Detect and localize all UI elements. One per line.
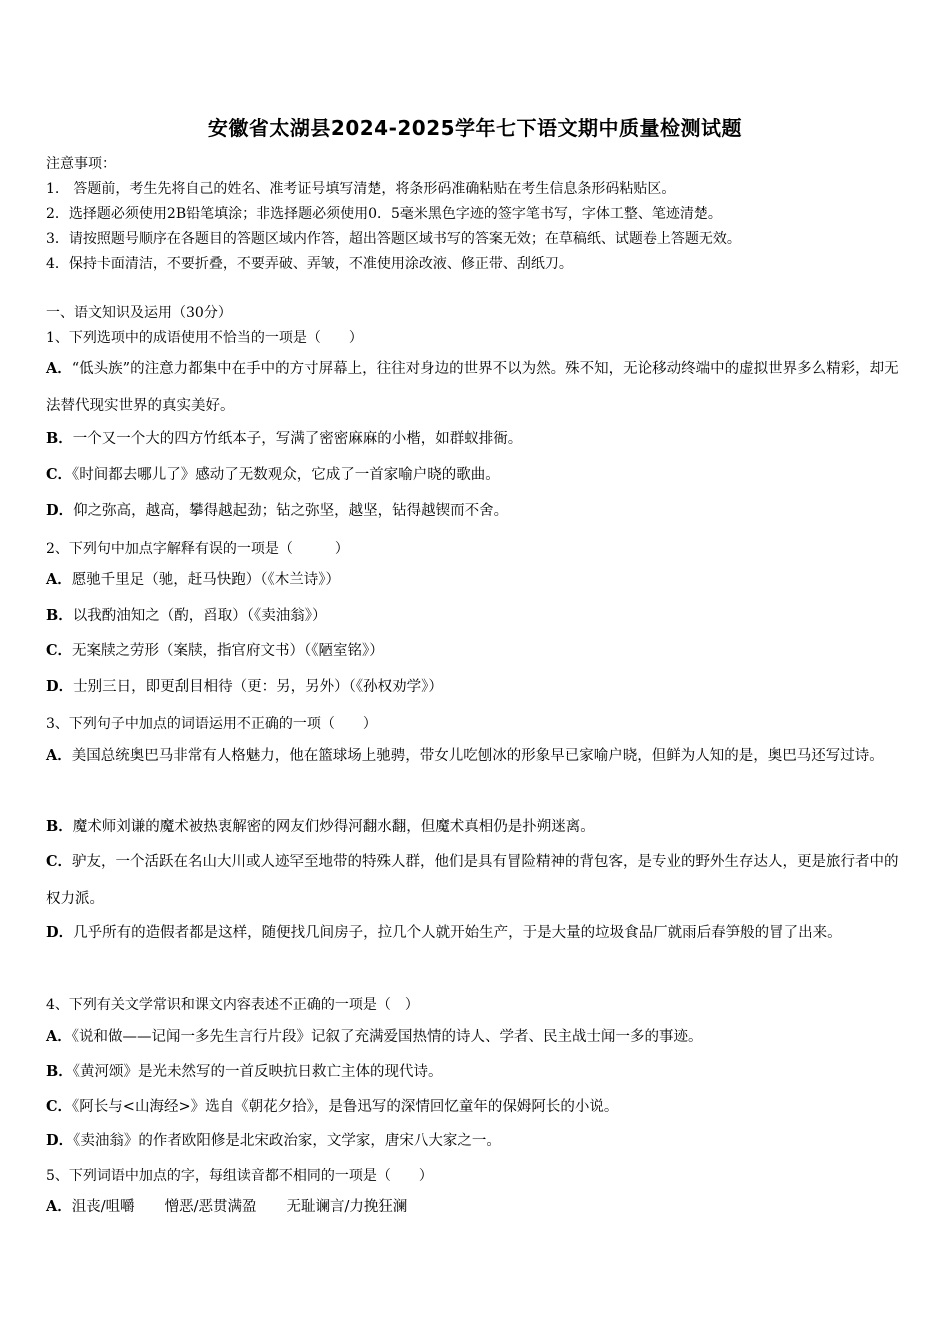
section-heading: 一、语文知识及运用（30分）	[46, 305, 232, 321]
notice-heading: 注意事项：	[46, 156, 116, 172]
question-option	[46, 914, 902, 952]
option-part: 沮丧/咀嚼	[71, 1199, 135, 1215]
question-option	[46, 843, 902, 918]
option-text: 美国总统奥巴马非常有人格魅力，他在篮球场上驰骋，带女儿吃刨冰的形象早已家喻户晓，但鲜为人知的是，奥巴马还写过诗。	[71, 748, 884, 764]
option-label: D．	[46, 678, 74, 695]
option-text: 驴友，一个活跃在名山大川或人迹罕至地带的特殊人群，他们是具有冒险精神的背包客，是专业的野外生存达人，更是旅行者中的权力派。	[46, 854, 899, 907]
question-stem: 4、下列有关文学常识和课文内容表述不正确的一项是（ ）	[46, 997, 419, 1013]
option-text: 无案牍之劳形（案牍，指官府文书）（《陋室铭》）	[72, 643, 384, 659]
option-label: C．	[46, 1098, 73, 1115]
option-text: 以我酌油知之（酌，舀取）（《卖油翁》）	[72, 608, 327, 624]
option-part: 憎恶/恶贯满盈	[164, 1199, 257, 1215]
option-label: C．	[46, 466, 73, 483]
option-text: “低头族”的注意力都集中在手中的方寸屏幕上，往往对身边的世界不以为然。殊不知，无论移动终端中的虚拟世界多么精彩，却无法替代现实世界的真实美好。	[46, 361, 899, 414]
option-text: 《阿长与<山海经>》选自《朝花夕拾》，是鲁迅写的深情回忆童年的保姆阿长的小说。	[72, 1099, 619, 1115]
option-label: A．	[46, 1198, 72, 1215]
option-label: D．	[46, 924, 74, 941]
notice-item: 1. 答题前，考生先将自己的姓名、准考证号填写清楚，将条形码准确粘贴在考生信息条形码粘贴区。	[46, 181, 676, 197]
question-option	[46, 632, 902, 670]
notice-item: 4．保持卡面清洁，不要折叠，不要弄破、弄皱，不准使用涂改液、修正带、刮纸刀。	[46, 256, 573, 272]
question-stem: 5、下列词语中加点的字，每组读音都不相同的一项是（ ）	[46, 1168, 433, 1184]
option-text: 一个又一个大的四方竹纸本子，写满了密密麻麻的小楷，如群蚁排衙。	[72, 431, 523, 447]
question-option	[46, 597, 902, 635]
option-text: 愿驰千里足（驰，赶马快跑）（《木兰诗》）	[71, 572, 341, 588]
question-option	[46, 1088, 902, 1126]
notice-item: 3．请按照题号顺序在各题目的答题区域内作答，超出答题区域书写的答案无效；在草稿纸、试题卷上答题无效。	[46, 231, 741, 247]
option-label: B．	[46, 818, 73, 835]
option-text: 《卖油翁》的作者欧阳修是北宋政治家，文学家，唐宋八大家之一。	[73, 1133, 501, 1149]
question-option	[46, 561, 902, 599]
question-option	[46, 350, 902, 425]
option-label: B．	[46, 607, 73, 624]
option-label: D．	[46, 502, 74, 519]
option-label: A．	[46, 747, 72, 764]
question-option	[46, 808, 902, 846]
option-label: A．	[46, 360, 72, 377]
option-text: 《说和做——记闻一多先生言行片段》记叙了充满爱国热情的诗人、学者、民主战士闻一多的事迹。	[71, 1029, 703, 1045]
option-text: 几乎所有的造假者都是这样，随便找几间房子，拉几个人就开始生产，于是大量的垃圾食品厂就雨后春笋般的冒了出来。	[73, 925, 842, 941]
option-label: C．	[46, 853, 73, 870]
question-stem: 1、下列选项中的成语使用不恰当的一项是（ ）	[46, 330, 363, 346]
option-label: D．	[46, 1132, 74, 1149]
option-label: A．	[46, 1028, 72, 1045]
option-text: 士别三日，即更刮目相待（更：另，另外）（《孙权劝学》）	[73, 679, 443, 695]
question-option	[46, 1018, 902, 1056]
question-option	[46, 456, 902, 494]
notice-item: 2．选择题必须使用2B铅笔填涂；非选择题必须使用0．5毫米黑色字迹的签字笔书写，字体工整、笔迹清楚。	[46, 206, 722, 222]
option-text: 魔术师刘谦的魔术被热衷解密的网友们炒得河翻水翻，但魔术真相仍是扑朔迷离。	[72, 819, 595, 835]
question-option	[46, 1053, 902, 1091]
option-label: A．	[46, 571, 72, 588]
option-part: 无耻谰言/力挽狂澜	[286, 1199, 408, 1215]
question-option	[46, 1122, 902, 1160]
option-label: B．	[46, 430, 73, 447]
option-text: 《时间都去哪儿了》感动了无数观众，它成了一首家喻户晓的歌曲。	[72, 467, 500, 483]
question-option	[46, 420, 902, 458]
question-option	[46, 1188, 902, 1226]
page-title: 安徽省太湖县2024-2025学年七下语文期中质量检测试题	[207, 116, 743, 140]
option-label: C．	[46, 642, 73, 659]
question-option	[46, 737, 902, 775]
option-text: 《黄河颂》是光未然写的一首反映抗日救亡主体的现代诗。	[72, 1064, 443, 1080]
option-label: B．	[46, 1063, 73, 1080]
question-stem: 3、下列句子中加点的词语运用不正确的一项（ ）	[46, 716, 377, 732]
option-text: 仰之弥高，越高，攀得越起劲；钻之弥坚，越坚，钻得越锲而不舍。	[73, 503, 509, 519]
question-option	[46, 492, 902, 530]
question-stem: 2、下列句中加点字解释有误的一项是（ ）	[46, 541, 349, 557]
question-option	[46, 668, 902, 706]
